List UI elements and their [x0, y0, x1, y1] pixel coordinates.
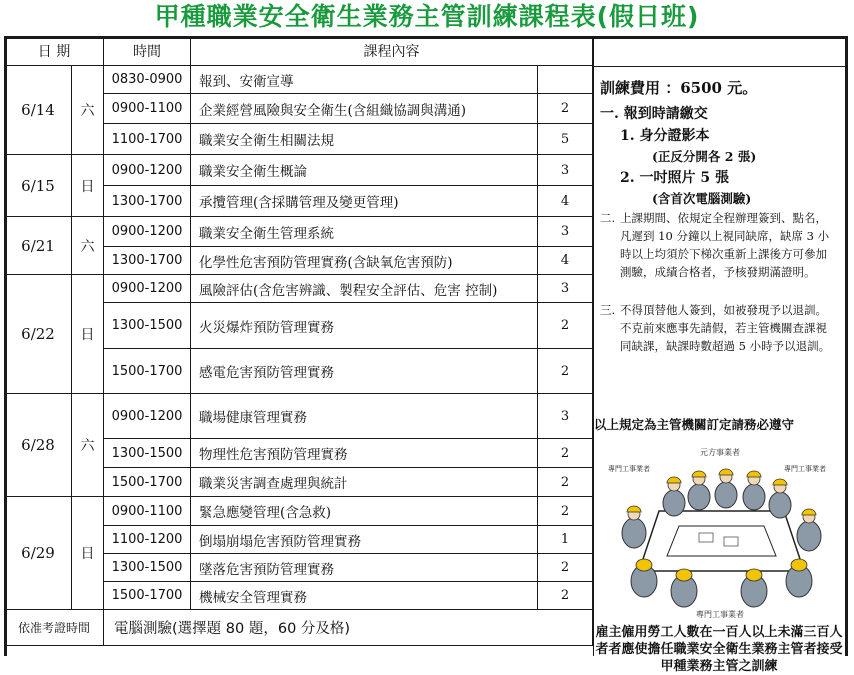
label-contractor-right: 專門工事業者 — [784, 465, 826, 473]
session-time: 0900-1200 — [104, 275, 191, 303]
session-time: 1300-1500 — [104, 554, 191, 582]
session-course: 職業安全衛生管理系統 — [191, 217, 538, 247]
checkin-title: 一. 報到時請繳交 — [600, 106, 708, 122]
meeting-illustration — [604, 441, 836, 621]
session-date: 6/21 — [5, 217, 72, 275]
session-course: 感電危害預防管理實務 — [191, 349, 538, 394]
session-course: 機械安全管理實務 — [191, 582, 538, 610]
session-date: 6/14 — [5, 66, 72, 155]
session-time: 1500-1700 — [104, 349, 191, 394]
session-time: 0830-0900 — [104, 66, 191, 94]
session-weekday: 六 — [72, 217, 104, 275]
employer-requirement-note: 雇主僱用勞工人數在一百人以上未滿三百人者者應使擔任職業安全衛生業務主管者接受甲種業務主管之訓練 — [595, 625, 843, 674]
schedule-row — [5, 497, 593, 526]
session-hours: 3 — [538, 394, 593, 439]
session-time: 1100-1700 — [104, 124, 191, 155]
session-course: 職業安全衛生相關法規 — [191, 124, 538, 155]
session-hours: 2 — [538, 349, 593, 394]
doc-item-photo-note: (含首次電腦測驗) — [652, 191, 752, 206]
note-substitution — [600, 301, 838, 355]
session-weekday: 六 — [72, 394, 104, 497]
session-hours: 2 — [538, 94, 593, 124]
session-weekday: 日 — [72, 275, 104, 394]
session-hours: 5 — [538, 124, 593, 155]
label-contractor-bottom: 專門工事業者 — [696, 610, 744, 619]
session-course: 物理性危害預防管理實務 — [191, 439, 538, 468]
session-course: 火災爆炸預防管理實務 — [191, 303, 538, 349]
session-time: 0900-1200 — [104, 217, 191, 247]
exam-description: 電腦測驗(選擇題 80 題，60 分及格) — [104, 610, 593, 646]
session-course: 報到、安衛宣導 — [191, 66, 538, 94]
session-course: 職業安全衛生概論 — [191, 155, 538, 186]
schedule-row — [5, 394, 593, 439]
session-time: 0900-1100 — [104, 94, 191, 124]
exam-time-label: 依准考證時間 — [5, 610, 104, 646]
session-course: 緊急應變管理(含急救) — [191, 497, 538, 526]
session-hours: 2 — [538, 554, 593, 582]
session-date: 6/28 — [5, 394, 72, 497]
doc-item-id: 1. 身分證影本 — [620, 128, 710, 144]
session-hours: 1 — [538, 526, 593, 554]
info-panel-header — [594, 37, 845, 67]
session-course: 倒塌崩塌危害預防管理實務 — [191, 526, 538, 554]
session-hours — [538, 66, 593, 94]
note-attendance-text: 上課期間、依規定全程辦理簽到、點名，凡遲到 10 分鐘以上視同缺席，缺席 3 小時以上均須於下梯次重新上課後方可參加測驗，成績合格者，予核發期滿證明。 — [620, 211, 830, 279]
session-hours: 3 — [538, 275, 593, 303]
session-time: 1500-1700 — [104, 468, 191, 497]
doc-item-photo: 2. 一吋照片 5 張 — [620, 170, 729, 186]
session-course: 墜落危害預防管理實務 — [191, 554, 538, 582]
header-time: 時間 — [104, 37, 191, 66]
session-time: 0900-1200 — [104, 394, 191, 439]
session-time: 1300-1700 — [104, 247, 191, 275]
session-hours: 4 — [538, 186, 593, 217]
session-hours: 2 — [538, 582, 593, 610]
session-course: 風險評估(含危害辨識、製程安全評估、危害 控制) — [191, 275, 538, 303]
session-hours: 2 — [538, 303, 593, 349]
session-course: 職場健康管理實務 — [191, 394, 538, 439]
header-course: 課程內容 — [191, 37, 593, 66]
session-course: 化學性危害預防管理實務(含缺氧危害預防) — [191, 247, 538, 275]
session-weekday: 六 — [72, 66, 104, 155]
session-time: 1100-1200 — [104, 526, 191, 554]
session-weekday: 日 — [72, 155, 104, 217]
session-course: 職業災害調查處理與統計 — [191, 468, 538, 497]
session-time: 0900-1100 — [104, 497, 191, 526]
note-attendance-number: 二. — [600, 211, 616, 225]
session-date: 6/22 — [5, 275, 72, 394]
session-course: 承攬管理(含採購管理及變更管理) — [191, 186, 538, 217]
session-time: 1300-1700 — [104, 186, 191, 217]
schedule-row — [5, 275, 593, 303]
schedule-row — [5, 217, 593, 247]
session-time: 0900-1200 — [104, 155, 191, 186]
doc-item-id-note: (正反分開各 2 張) — [652, 149, 757, 164]
session-time: 1500-1700 — [104, 582, 191, 610]
session-hours: 2 — [538, 439, 593, 468]
schedule-table — [4, 36, 593, 646]
session-hours: 4 — [538, 247, 593, 275]
label-contractor-left: 專門工事業者 — [608, 465, 650, 473]
note-attendance — [600, 209, 838, 281]
session-hours: 3 — [538, 217, 593, 247]
note-substitution-number: 三. — [600, 303, 616, 317]
session-date: 6/29 — [5, 497, 72, 610]
label-prime-contractor: 元方事業者 — [700, 448, 740, 457]
rules-notice: 以上規定為主管機關訂定請務必遵守 — [594, 417, 795, 432]
session-hours: 2 — [538, 468, 593, 497]
info-panel — [593, 37, 845, 674]
note-substitution-text: 不得頂替他人簽到，如被發現予以退訓。不克前來應事先請假，若主管機關查課視同缺課，缺課時數超過 5 小時予以退訓。 — [620, 303, 831, 353]
schedule-row — [5, 66, 593, 94]
session-time: 1300-1500 — [104, 439, 191, 468]
session-time: 1300-1500 — [104, 303, 191, 349]
page-title: 甲種職業安全衛生業務主管訓練課程表(假日班) — [154, 2, 700, 31]
session-hours: 3 — [538, 155, 593, 186]
session-weekday: 日 — [72, 497, 104, 610]
session-course: 企業經營風險與安全衛生(含組織協調與溝通) — [191, 94, 538, 124]
training-fee: 訓練費用 ：6500 元。 — [600, 79, 758, 97]
header-date: 日 期 — [5, 37, 104, 66]
session-hours: 2 — [538, 497, 593, 526]
schedule-row — [5, 155, 593, 186]
session-date: 6/15 — [5, 155, 72, 217]
